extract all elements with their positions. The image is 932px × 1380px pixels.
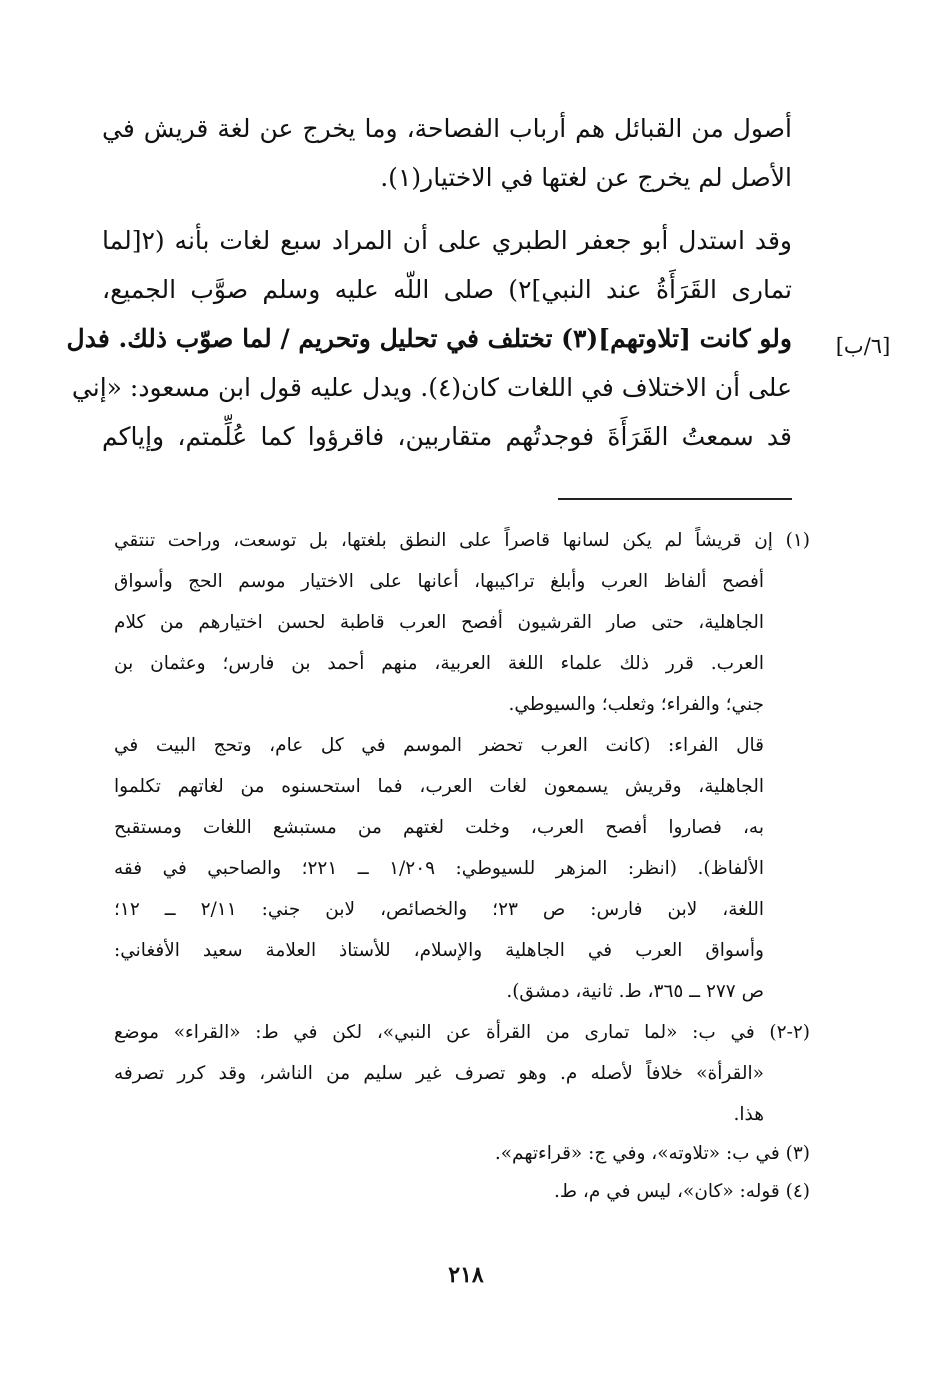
main-text-line: ولو كانت [تلاوتهم](٣) تختلف في تحليل وتحريم / لما صوّب ذلك. فدل	[66, 324, 792, 353]
footnote-line: أفصح ألفاظ العرب وأبلغ تراكيبها، أعانها على الاختيار موسم الحج وأسواق	[114, 571, 764, 592]
footnote-line: الجاهلية، وقريش يسمعون لغات العرب، فما استحسنوه من لغاتهم تكلموا	[114, 776, 764, 797]
main-text-line: الأصل لم يخرج عن لغتها في الاختيار(١).	[380, 163, 792, 192]
margin-folio-note: [٦/ب]	[835, 334, 891, 358]
page-number: ٢١٨	[448, 1262, 484, 1288]
main-text-line: على أن الاختلاف في اللغات كان(٤). ويدل عليه قول ابن مسعود: «إني	[71, 373, 792, 402]
footnote-line: به، فصاروا أفصح العرب، وخلت لغتهم من مستبشع اللغات ومستقبح	[114, 817, 764, 838]
main-text-line: أصول من القبائل هم أرباب الفصاحة، وما يخرج عن لغة قريش في	[102, 114, 792, 143]
footnote-line: (٤) قوله: «كان»، ليس في م، ط.	[554, 1181, 810, 1202]
footnote-line: (١) إن قريشاً لم يكن لسانها قاصراً على النطق بلغتها، بل توسعت، وراحت تنتقي	[114, 530, 810, 551]
main-text	[66, 104, 792, 461]
main-text-line: وقد استدل أبو جعفر الطبري على أن المراد سبع لغات بأنه (٢[لما	[102, 226, 792, 255]
footnote-line: ص ٢٧٧ ــ ٣٦٥، ط. ثانية، دمشق).	[506, 981, 764, 1002]
footnote-line: وأسواق العرب في الجاهلية والإسلام، للأستاذ العلامة سعيد الأفغاني:	[114, 940, 764, 961]
footnotes	[114, 520, 810, 1211]
footnote-line: الجاهلية، حتى صار القرشيون أفصح العرب قاطبة لحسن اختيارهم من كلام	[114, 612, 764, 633]
paragraph-gap	[102, 202, 792, 216]
footnote-line: جني؛ والفراء؛ وثعلب؛ والسيوطي.	[508, 694, 764, 715]
main-text-line: تمارى القَرَأَةُ عند النبي]٢) صلى اللّه عليه وسلم صوَّب الجميع،	[102, 275, 792, 304]
footnote-line: العرب. قرر ذلك علماء اللغة العربية، منهم أحمد بن فارس؛ وعثمان بن	[114, 653, 764, 674]
footnote-line: (٢-٢) في ب: «لما تمارى من القرأة عن النبي»، لكن في ط: «القراء» موضع	[114, 1022, 810, 1043]
footnote-line: اللغة، لابن فارس: ص ٢٣؛ والخصائص، لابن جني: ٢/١١ ــ ١٢؛	[114, 899, 764, 920]
footnote-divider	[558, 498, 792, 500]
footnote-line: هذا.	[733, 1104, 764, 1125]
main-text-line: قد سمعتُ القَرَأَةَ فوجدتُهم متقاربين، فاقرؤوا كما عُلِّمتم، وإياكم	[102, 422, 792, 451]
footnote-line: قال الفراء: (كانت العرب تحضر الموسم في كل عام، وتحج البيت في	[114, 735, 764, 756]
footnote-line: (٣) في ب: «تلاوته»، وفي ج: «قراءتهم».	[494, 1143, 810, 1164]
footnote-line: الألفاظ). (انظر: المزهر للسيوطي: ١/٢٠٩ ــ ٢٢١؛ والصاحبي في فقه	[114, 858, 765, 879]
footnote-line: «القرأة» خلافاً لأصله م. وهو تصرف غير سليم من الناشر، وقد كرر تصرفه	[114, 1063, 764, 1084]
